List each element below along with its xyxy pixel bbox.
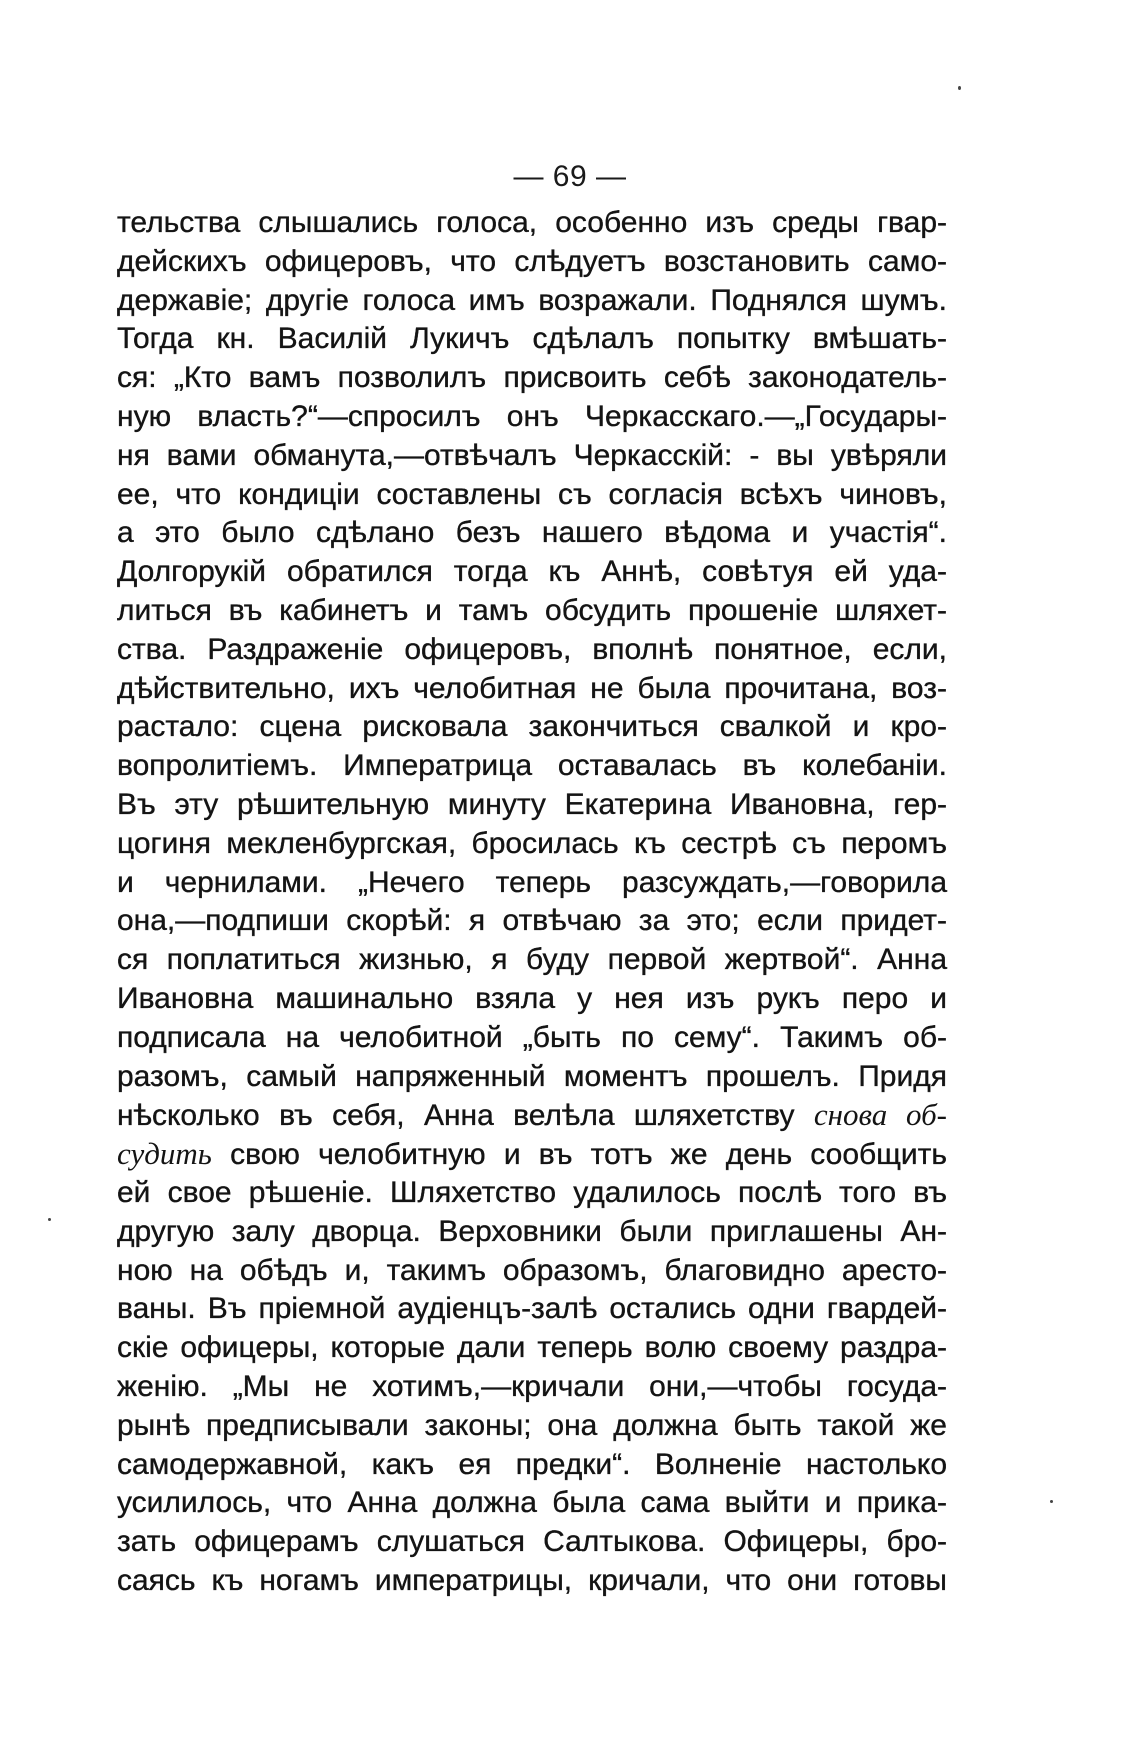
text-line: Тогда кн. Василій Лукичъ сдѣлалъ попытку вмѣшать-	[117, 322, 947, 356]
print-speck	[1050, 1500, 1053, 1503]
text-line: подписала на челобитной „быть по сему“. Такимъ об-	[117, 1020, 947, 1054]
text-line: цогиня мекленбургская, бросилась къ сестрѣ съ перомъ	[117, 826, 947, 860]
text-line: зать офицерамъ слушаться Салтыкова. Офицеры, бро-	[117, 1525, 947, 1559]
page-number: — 69 —	[513, 160, 627, 193]
text-line: вопролитіемъ. Императрица оставалась въ колебаніи.	[117, 749, 947, 783]
text-line: ваны. Въ пріемной аудіенцъ-залѣ остались одни гвардей-	[117, 1292, 947, 1326]
text-line: державіе; другіе голоса имъ возражали. Поднялся шумъ.	[117, 283, 947, 317]
text-line: ее, что кондиціи составлены съ согласія всѣхъ чиновъ,	[117, 477, 947, 511]
text-line: она,—подпиши скорѣй: я отвѣчаю за это; если придет-	[117, 904, 947, 938]
text-line	[117, 1096, 947, 1135]
text-line: ную власть?“—спросилъ онъ Черкасскаго.—„Государы-	[117, 399, 947, 433]
text-line: ся поплатиться жизнью, я буду первой жертвой“. Анна	[117, 943, 947, 977]
text-line: ня вами обманута,—отвѣчалъ Черкасскій: - вы увѣряли	[117, 438, 947, 472]
text-line: растало: сцена рисковала закончиться свалкой и кро-	[117, 710, 947, 744]
text-line: Ивановна машинально взяла у нея изъ рукъ перо и	[117, 981, 947, 1015]
text-line: усилилось, что Анна должна была сама выйти и прика-	[117, 1486, 947, 1520]
text-line: дейскихъ офицеровъ, что слѣдуетъ возстановить само-	[117, 244, 947, 278]
text-line: Долгорукій обратился тогда къ Аннѣ, совѣтуя ей уда-	[117, 555, 947, 589]
body-text	[117, 204, 947, 1601]
text-line: ства. Раздраженіе офицеровъ, вполнѣ понятное, если,	[117, 632, 947, 666]
text-line-segment: нѣсколько въ себя, Анна велѣла шляхетству	[117, 1099, 814, 1133]
text-line-segment: свою челобитную и въ тотъ же день сообщить	[211, 1138, 947, 1172]
text-line: другую залу дворца. Верховники были приглашены Ан-	[117, 1214, 947, 1248]
text-line: рынѣ предписывали законы; она должна быть такой же	[117, 1408, 947, 1442]
text-line: Въ эту рѣшительную минуту Екатерина Ивановна, гер-	[117, 787, 947, 821]
italic-emphasis: снова об-	[813, 1097, 947, 1133]
text-line: а это было сдѣлано безъ нашего вѣдома и участія“.	[117, 516, 947, 550]
text-line: саясь къ ногамъ императрицы, кричали, что они готовы	[117, 1563, 947, 1597]
text-line: ей свое рѣшеніе. Шляхетство удалилось послѣ того въ	[117, 1175, 947, 1209]
text-line: ся: „Кто вамъ позволилъ присвоить себѣ законодатель-	[117, 361, 947, 395]
print-speck	[958, 86, 961, 90]
text-line: ною на обѣдъ и, такимъ образомъ, благовидно аресто-	[117, 1253, 947, 1287]
text-line: дѣйствительно, ихъ челобитная не была прочитана, воз-	[117, 671, 947, 705]
italic-emphasis: судить	[117, 1136, 212, 1172]
text-line: женію. „Мы не хотимъ,—кричали они,—чтобы госуда-	[117, 1369, 947, 1403]
text-line: литься въ кабинетъ и тамъ обсудить прошеніе шляхет-	[117, 593, 947, 627]
text-line: скіе офицеры, которые дали теперь волю своему раздра-	[117, 1331, 947, 1365]
text-line: самодержавной, какъ ея предки“. Волненіе настолько	[117, 1447, 947, 1481]
print-speck	[48, 1218, 51, 1221]
text-line: тельства слышались голоса, особенно изъ среды гвар-	[117, 206, 947, 239]
text-line	[117, 1135, 947, 1174]
text-line: разомъ, самый напряженный моментъ прошелъ. Придя	[117, 1059, 947, 1093]
text-line: и чернилами. „Нечего теперь разсуждать,—говорила	[117, 865, 947, 899]
